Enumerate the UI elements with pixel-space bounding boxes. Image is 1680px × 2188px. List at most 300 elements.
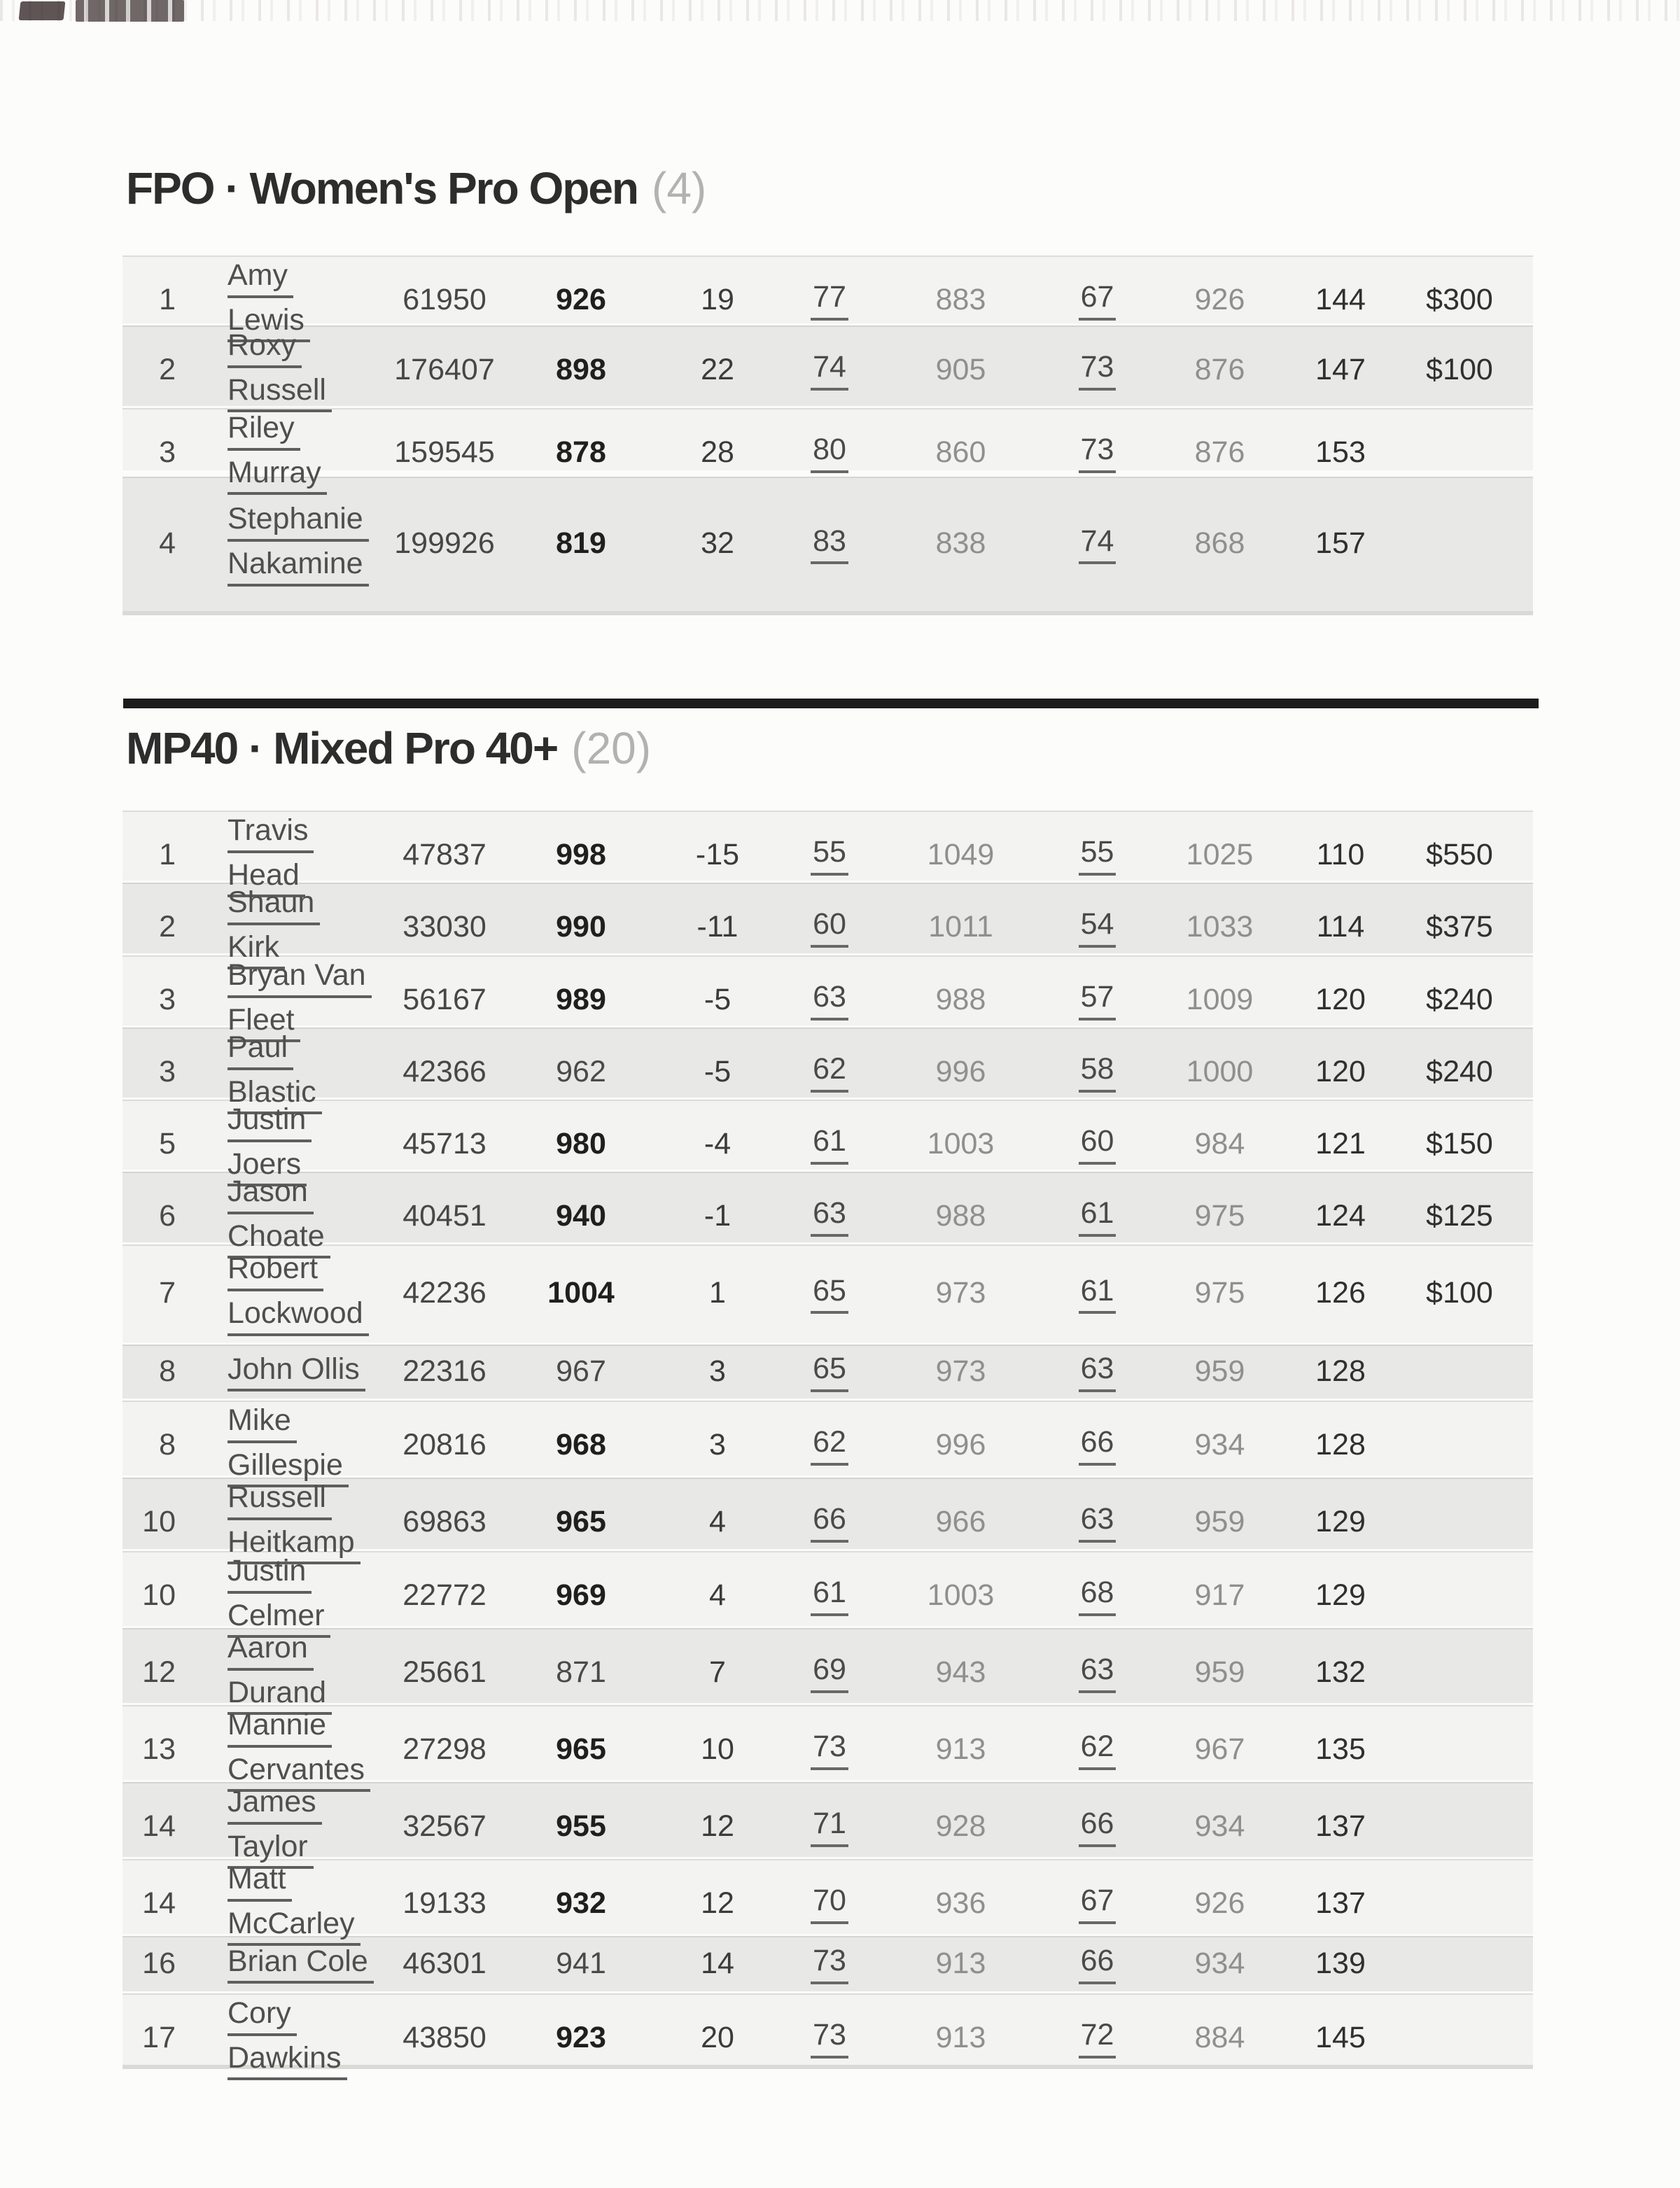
round2-rating-cell: 975: [1194, 1198, 1245, 1233]
results-table-fpo: [122, 253, 1533, 615]
player-name-line[interactable]: [227, 1705, 374, 1750]
player-name-link[interactable]: [186, 1401, 374, 1489]
rating-cell: 969: [556, 1578, 606, 1612]
table-row: [122, 808, 1533, 892]
total-cell: 110: [1316, 837, 1365, 871]
score-cell: 4: [709, 1504, 726, 1538]
table-row: [122, 1475, 1533, 1559]
total-cell: 128: [1315, 1427, 1366, 1461]
player-name-line[interactable]: [227, 1993, 374, 2038]
round1-score-link[interactable]: [788, 1424, 872, 1466]
table-row: [122, 1170, 1533, 1253]
place-cell: 14: [142, 1886, 176, 1920]
player-name-text[interactable]: Amy: [227, 258, 293, 298]
rating-cell: 965: [556, 1732, 606, 1766]
round2-score-link[interactable]: 66: [1079, 1806, 1116, 1847]
total-cell: 135: [1315, 1732, 1366, 1766]
round1-score-link[interactable]: 69: [811, 1652, 848, 1693]
player-name-text[interactable]: Justin: [227, 1553, 312, 1594]
money-cell: $125: [1426, 1198, 1493, 1233]
round1-score-link[interactable]: [788, 1051, 872, 1093]
pdga-number-cell: 56167: [402, 982, 486, 1016]
round1-score-link[interactable]: 62: [811, 1051, 848, 1093]
player-name-text[interactable]: Blastic: [227, 1074, 322, 1115]
round1-score-link[interactable]: [788, 979, 872, 1021]
player-name-text[interactable]: Choate: [227, 1219, 330, 1259]
player-name-text[interactable]: Mannie: [227, 1707, 332, 1748]
round2-score-link[interactable]: 66: [1079, 1943, 1116, 1984]
player-name-link[interactable]: [186, 499, 374, 588]
round1-score-link[interactable]: 65: [811, 1273, 848, 1314]
pdga-number-cell: 46301: [402, 1946, 486, 1980]
player-name-line[interactable]: [227, 1401, 374, 1445]
player-name-line[interactable]: [227, 883, 374, 927]
player-name-line[interactable]: [227, 1628, 374, 1673]
total-cell: 128: [1315, 1354, 1366, 1388]
round2-score-link[interactable]: [1050, 1729, 1144, 1770]
round2-score-link[interactable]: 62: [1079, 1729, 1116, 1770]
player-name-line[interactable]: [227, 544, 374, 589]
place-cell: 8: [159, 1427, 176, 1461]
rating-cell: 923: [556, 2020, 606, 2054]
round1-score-link[interactable]: 63: [811, 979, 848, 1021]
table-row: [122, 1398, 1533, 1482]
total-cell: 129: [1315, 1578, 1366, 1612]
round1-rating-cell: 1003: [927, 1126, 995, 1160]
player-count-badge: (20): [571, 723, 652, 773]
round1-score-link[interactable]: 70: [811, 1883, 848, 1924]
place-cell: 16: [142, 1946, 176, 1980]
score-cell: 28: [701, 435, 734, 469]
round1-rating-cell: 943: [935, 1655, 986, 1689]
round2-score-link[interactable]: [1050, 979, 1144, 1021]
player-name-line[interactable]: [227, 325, 374, 370]
round2-score-link[interactable]: [1050, 1806, 1144, 1847]
place-cell: 5: [159, 1126, 176, 1160]
pdga-number-cell: 33030: [402, 909, 486, 944]
round1-score-link[interactable]: 65: [811, 1351, 848, 1392]
player-name-line[interactable]: [227, 453, 374, 498]
round1-score-link[interactable]: 73: [811, 2017, 848, 2059]
round2-score-link[interactable]: 67: [1079, 1883, 1116, 1924]
round2-score-link[interactable]: [1050, 1123, 1144, 1165]
pdga-number-cell: 22316: [402, 1354, 486, 1388]
player-name-text[interactable]: Bryan Van: [227, 958, 372, 998]
round2-score-link[interactable]: [1050, 906, 1144, 948]
player-name-text[interactable]: McCarley: [227, 1906, 360, 1947]
table-row: [122, 881, 1533, 964]
pdga-number-cell: 42366: [402, 1054, 486, 1088]
player-name-text[interactable]: Celmer: [227, 1598, 330, 1639]
player-name-link[interactable]: [186, 1993, 374, 2082]
player-name-line[interactable]: [227, 1859, 374, 1904]
player-name-text[interactable]: Nakamine: [227, 546, 369, 587]
player-name-text[interactable]: Fleet: [227, 1002, 300, 1043]
score-cell: -5: [704, 1054, 732, 1088]
player-name-link[interactable]: [227, 1705, 374, 1794]
round1-score-link[interactable]: [788, 1652, 872, 1693]
rating-cell: 926: [556, 282, 606, 316]
round1-score-link[interactable]: [788, 1195, 872, 1237]
results-table-mp40: [122, 808, 1533, 2075]
player-name-text[interactable]: John Ollis: [227, 1352, 365, 1392]
player-name-link[interactable]: [186, 1782, 374, 1871]
round1-score-link[interactable]: 60: [811, 906, 848, 948]
round2-score-link[interactable]: 67: [1079, 279, 1116, 321]
round2-score-link[interactable]: [1050, 432, 1144, 473]
score-cell: 4: [709, 1578, 726, 1612]
round1-score-link[interactable]: 71: [811, 1806, 848, 1847]
round2-rating-cell: 934: [1194, 1809, 1245, 1843]
total-cell: 129: [1315, 1504, 1366, 1538]
table-row: [122, 1025, 1533, 1109]
round1-score-link[interactable]: 73: [811, 1729, 848, 1770]
player-name-link[interactable]: [186, 1172, 374, 1261]
round2-score-link[interactable]: 60: [1079, 1123, 1116, 1165]
player-name-text[interactable]: Joers: [227, 1146, 307, 1187]
player-name-link[interactable]: [227, 408, 374, 497]
table-row: [122, 1780, 1533, 1863]
player-name-text[interactable]: Murray: [227, 455, 327, 496]
score-cell: 7: [709, 1655, 726, 1689]
round2-rating-cell: 884: [1194, 2020, 1245, 2054]
round2-score-link[interactable]: 63: [1079, 1351, 1116, 1392]
round1-rating-cell: 996: [935, 1427, 986, 1461]
score-cell: 20: [701, 2020, 734, 2054]
round1-rating-cell: 966: [935, 1504, 986, 1538]
player-name-text[interactable]: Russell: [227, 1480, 332, 1520]
player-name-text[interactable]: Dawkins: [227, 2040, 347, 2081]
round1-rating-cell: 913: [935, 1946, 986, 1980]
player-name-link[interactable]: [186, 1628, 374, 1717]
round2-rating-cell: 926: [1194, 282, 1245, 316]
table-row: [122, 1934, 1533, 1991]
player-name-text[interactable]: Mike: [227, 1403, 297, 1443]
round1-score-link[interactable]: 74: [811, 349, 848, 391]
pdga-number-cell: 69863: [402, 1504, 486, 1538]
player-name-link[interactable]: [227, 1993, 374, 2082]
round1-rating-cell: 988: [935, 982, 986, 1016]
player-name-text[interactable]: Justin: [227, 1102, 312, 1142]
round2-score-link[interactable]: 61: [1079, 1195, 1116, 1237]
money-cell: $150: [1426, 1126, 1493, 1160]
round1-score-link[interactable]: 63: [811, 1195, 848, 1237]
round2-rating-cell: 967: [1194, 1732, 1245, 1766]
rating-cell: 955: [556, 1809, 606, 1843]
round2-score-link[interactable]: 74: [1079, 524, 1116, 565]
pdga-number-cell: 20816: [402, 1427, 486, 1461]
round1-score-link[interactable]: 61: [811, 1123, 848, 1165]
round2-score-link[interactable]: 66: [1079, 1424, 1116, 1466]
money-cell: $300: [1426, 282, 1493, 316]
round1-score-link[interactable]: [788, 1123, 872, 1165]
player-name-link[interactable]: [227, 499, 374, 588]
round1-score-link[interactable]: [788, 906, 872, 948]
place-cell: 7: [159, 1276, 176, 1310]
player-name-text[interactable]: Lockwood: [227, 1296, 369, 1336]
round1-rating-cell: 996: [935, 1054, 986, 1088]
round1-rating-cell: 838: [935, 526, 986, 561]
player-name-text[interactable]: Travis: [227, 813, 314, 853]
round2-rating-cell: 934: [1194, 1946, 1245, 1980]
round2-score-link[interactable]: 73: [1079, 349, 1116, 391]
player-name-text[interactable]: Robert: [227, 1251, 323, 1291]
round2-score-link[interactable]: [1050, 1351, 1144, 1392]
player-name-text[interactable]: Roxy: [227, 328, 302, 368]
player-name-text[interactable]: Aaron: [227, 1630, 314, 1671]
round1-score-link[interactable]: [788, 1575, 872, 1616]
round1-score-link[interactable]: [788, 524, 872, 565]
player-name-line[interactable]: [227, 2038, 374, 2083]
rating-cell: 967: [556, 1354, 606, 1388]
round2-score-link[interactable]: 73: [1079, 432, 1116, 473]
player-name-link[interactable]: [227, 1401, 374, 1489]
table-row: [122, 1549, 1533, 1632]
player-name-line[interactable]: [227, 499, 374, 544]
player-name-line[interactable]: [227, 1551, 374, 1596]
round1-score-link[interactable]: 73: [811, 1943, 848, 1984]
player-name-text[interactable]: Jason: [227, 1174, 314, 1214]
player-name-line[interactable]: [227, 1349, 374, 1394]
player-name-line[interactable]: [227, 1942, 374, 1986]
round2-score-link[interactable]: [1050, 1051, 1144, 1093]
round2-score-link[interactable]: [1050, 1575, 1144, 1616]
round2-rating-cell: 1009: [1186, 982, 1254, 1016]
round1-score-link[interactable]: [788, 1273, 872, 1314]
player-name-link[interactable]: [227, 1349, 374, 1394]
player-name-line[interactable]: [227, 1293, 374, 1338]
player-count-badge: (4): [652, 163, 707, 213]
round2-score-link[interactable]: 72: [1079, 2017, 1116, 2059]
scan-artifact: [76, 0, 184, 22]
player-name-link[interactable]: [227, 1249, 374, 1338]
score-cell: 12: [701, 1809, 734, 1843]
round1-score-link[interactable]: 80: [811, 432, 848, 473]
round1-score-link[interactable]: [788, 834, 872, 876]
round2-score-link[interactable]: 63: [1079, 1652, 1116, 1693]
round2-rating-cell: 917: [1194, 1578, 1245, 1612]
round2-score-link[interactable]: [1050, 1652, 1144, 1693]
pdga-number-cell: 199926: [394, 526, 495, 561]
round2-score-link[interactable]: 63: [1079, 1501, 1116, 1543]
round1-score-link[interactable]: [788, 1943, 872, 1984]
round1-rating-cell: 1011: [928, 909, 993, 944]
player-name-text[interactable]: Brian Cole: [227, 1944, 374, 1984]
score-cell: 22: [701, 352, 734, 386]
player-name-text[interactable]: Stephanie: [227, 501, 369, 542]
round1-score-link[interactable]: 77: [811, 279, 848, 321]
rating-cell: 932: [556, 1886, 606, 1920]
pdga-number-cell: 47837: [402, 837, 486, 871]
player-name-link[interactable]: [186, 1942, 374, 1986]
money-cell: $240: [1426, 1054, 1493, 1088]
player-name-link[interactable]: [186, 1705, 374, 1794]
player-name-text[interactable]: Paul: [227, 1030, 293, 1070]
round2-score-link[interactable]: [1050, 1273, 1144, 1314]
round1-score-link[interactable]: [788, 1501, 872, 1543]
pdga-number-cell: 25661: [402, 1655, 486, 1689]
rating-cell: 878: [556, 435, 606, 469]
pdga-number-cell: 22772: [402, 1578, 486, 1612]
place-cell: 4: [159, 526, 176, 561]
player-name-link[interactable]: [186, 408, 374, 497]
round1-score-link[interactable]: [788, 1806, 872, 1847]
player-name-line[interactable]: [227, 1249, 374, 1293]
place-cell: 6: [159, 1198, 176, 1233]
round2-score-link[interactable]: [1050, 524, 1144, 565]
player-name-link[interactable]: [186, 325, 374, 414]
player-name-text[interactable]: Russell: [227, 372, 332, 413]
round2-score-link[interactable]: [1050, 1501, 1144, 1543]
total-cell: 137: [1315, 1809, 1366, 1843]
round1-score-link[interactable]: 83: [811, 524, 848, 565]
round2-score-link[interactable]: 61: [1079, 1273, 1116, 1314]
round2-score-link[interactable]: [1050, 1883, 1144, 1924]
place-cell: 2: [159, 909, 176, 944]
round1-score-link[interactable]: [788, 349, 872, 391]
total-cell: 121: [1315, 1126, 1366, 1160]
pdga-number-cell: 176407: [394, 352, 495, 386]
pdga-number-cell: 19133: [402, 1886, 486, 1920]
round1-score-link[interactable]: 61: [811, 1575, 848, 1616]
player-name-link[interactable]: [227, 325, 374, 414]
section-divider: [123, 699, 1539, 708]
round1-score-link[interactable]: [788, 1729, 872, 1770]
player-name-text[interactable]: Cory: [227, 1996, 297, 2036]
player-name-text[interactable]: Lewis: [227, 302, 310, 343]
total-cell: 139: [1315, 1946, 1366, 1980]
score-cell: 3: [709, 1354, 726, 1388]
player-name-text[interactable]: Riley: [227, 410, 300, 451]
round2-score-link[interactable]: [1050, 1424, 1144, 1466]
player-name-text[interactable]: Durand: [227, 1675, 332, 1716]
rating-cell: 871: [556, 1655, 606, 1689]
player-name-link[interactable]: [227, 1628, 374, 1717]
round2-score-link[interactable]: 55: [1079, 834, 1116, 876]
round1-score-link[interactable]: [788, 2017, 872, 2059]
pdga-number-cell: 159545: [394, 435, 495, 469]
round2-score-link[interactable]: [1050, 834, 1144, 876]
score-cell: 1: [709, 1276, 726, 1310]
round1-rating-cell: 936: [935, 1886, 986, 1920]
rating-cell: 941: [556, 1946, 606, 1980]
round2-score-link[interactable]: [1050, 349, 1144, 391]
player-name-link[interactable]: [186, 1859, 374, 1948]
round2-rating-cell: 959: [1194, 1655, 1245, 1689]
score-cell: -11: [696, 909, 738, 944]
round2-score-link[interactable]: 68: [1079, 1575, 1116, 1616]
round2-score-link[interactable]: 57: [1079, 979, 1116, 1021]
round2-rating-cell: 934: [1194, 1427, 1245, 1461]
player-name-link[interactable]: [227, 1172, 374, 1261]
table-row: [122, 1242, 1533, 1342]
player-name-line[interactable]: [227, 1100, 374, 1144]
round1-rating-cell: 905: [935, 352, 986, 386]
section-heading-text: MP40 · Mixed Pro 40+: [126, 723, 558, 773]
round1-score-link[interactable]: [788, 1351, 872, 1392]
rating-cell: 968: [556, 1427, 606, 1461]
player-name-line[interactable]: [227, 1172, 374, 1216]
place-cell: 3: [159, 1054, 176, 1088]
place-cell: 13: [142, 1732, 176, 1766]
player-name-text[interactable]: Cervantes: [227, 1752, 370, 1793]
round1-score-link[interactable]: 66: [811, 1501, 848, 1543]
player-name-text[interactable]: Matt: [227, 1861, 292, 1902]
round2-score-link[interactable]: 58: [1079, 1051, 1116, 1093]
total-cell: 144: [1315, 282, 1366, 316]
player-name-line[interactable]: [227, 811, 374, 855]
player-name-line[interactable]: [227, 955, 374, 1000]
player-name-text[interactable]: James: [227, 1784, 322, 1825]
round2-score-link[interactable]: [1050, 1195, 1144, 1237]
player-name-line[interactable]: [227, 1782, 374, 1827]
round2-score-link[interactable]: [1050, 1943, 1144, 1984]
total-cell: 153: [1315, 435, 1366, 469]
round1-score-link[interactable]: [788, 432, 872, 473]
player-name-text[interactable]: Shaun: [227, 885, 320, 925]
round1-score-link[interactable]: 62: [811, 1424, 848, 1466]
player-name-line[interactable]: [227, 1028, 374, 1072]
round2-rating-cell: 1033: [1186, 909, 1254, 944]
rating-cell: 962: [556, 1054, 606, 1088]
score-cell: 12: [701, 1886, 734, 1920]
player-name-line[interactable]: [227, 408, 374, 453]
player-name-text[interactable]: Gillespie: [227, 1447, 349, 1488]
rating-cell: 819: [556, 526, 606, 561]
round1-rating-cell: 973: [935, 1354, 986, 1388]
player-name-link[interactable]: [186, 1349, 374, 1394]
place-cell: 12: [142, 1655, 176, 1689]
round2-rating-cell: 926: [1194, 1886, 1245, 1920]
money-cell: $100: [1426, 352, 1493, 386]
player-name-line[interactable]: [227, 255, 374, 300]
round1-score-link[interactable]: [788, 1883, 872, 1924]
player-name-text[interactable]: Kirk: [227, 930, 285, 970]
section-heading-text: FPO · Women's Pro Open: [126, 163, 638, 213]
player-name-link[interactable]: [186, 1551, 374, 1640]
round2-score-link[interactable]: 54: [1079, 906, 1116, 948]
rating-cell: 980: [556, 1126, 606, 1160]
player-name-link[interactable]: [227, 1551, 374, 1640]
player-name-text[interactable]: Taylor: [227, 1829, 314, 1870]
score-cell: -4: [704, 1126, 732, 1160]
total-cell: 132: [1315, 1655, 1366, 1689]
money-cell: $240: [1426, 982, 1493, 1016]
round1-score-link[interactable]: 55: [811, 834, 848, 876]
player-name-link[interactable]: [227, 1859, 374, 1948]
score-cell: 10: [701, 1732, 734, 1766]
round2-score-link[interactable]: [1050, 279, 1144, 321]
total-cell: 126: [1315, 1276, 1366, 1310]
score-cell: 32: [701, 526, 734, 561]
player-name-text[interactable]: Head: [227, 857, 305, 898]
round2-score-link[interactable]: [1050, 2017, 1144, 2059]
table-row: [122, 1097, 1533, 1181]
rating-cell: 990: [556, 909, 606, 944]
round1-rating-cell: 913: [935, 1732, 986, 1766]
player-name-link[interactable]: [227, 1782, 374, 1871]
player-name-link[interactable]: [227, 1942, 374, 1986]
player-name-link[interactable]: [186, 1249, 374, 1338]
table-row: [122, 1857, 1533, 1940]
round1-rating-cell: 1049: [927, 837, 995, 871]
score-cell: 3: [709, 1427, 726, 1461]
player-name-text[interactable]: Heitkamp: [227, 1524, 360, 1565]
total-cell: 157: [1315, 526, 1366, 561]
player-name-line[interactable]: [227, 1478, 374, 1522]
round1-score-link[interactable]: [788, 279, 872, 321]
table-row: [122, 1626, 1533, 1709]
